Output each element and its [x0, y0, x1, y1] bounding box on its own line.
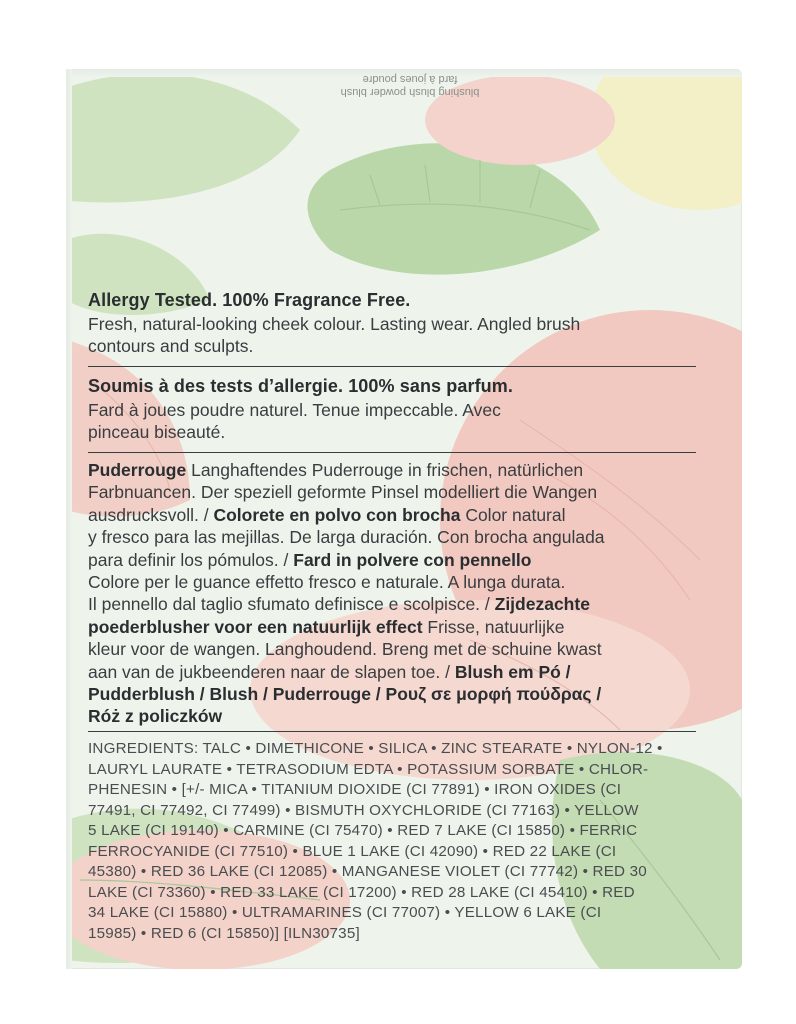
es-product-name: Colorete en polvo con brocha [213, 504, 461, 525]
mirrored-line-1: blushing blush powder blush [340, 86, 480, 98]
ingredients-line-4: 77491, CI 77492, CI 77499) • BISMUTH OXYCHLORIDE (CI 77163) • YELLOW [88, 801, 639, 819]
ingredients-line-3: PHENESIN • [+/- MICA • TITANIUM DIOXIDE (CI 77891) • IRON OXIDES (CI [88, 781, 622, 798]
multilingual-description [88, 459, 708, 728]
pt-product-name: Blush em Pó / [454, 661, 571, 682]
multi-line-5-a: para definir los pómulos. / [88, 549, 294, 570]
it-product-name: Fard in polvere con pennello [293, 549, 532, 570]
multi-line-3-b: Color natural [460, 504, 566, 525]
nl-product-name-1: Zijdezachte [494, 594, 590, 615]
multi-line-10-a: aan van de jukbeenderen naar de slapen toe. / [88, 661, 455, 682]
english-line-2: contours and sculpts. [88, 336, 254, 356]
box-left-edge [66, 69, 72, 969]
multi-line-2: Farbnuancen. Der speziell geformte Pinsel modelliert die Wangen [88, 482, 598, 503]
divider-2 [88, 452, 696, 453]
ingredients-list [88, 739, 708, 944]
pl-product-name: Róż z policzków [88, 706, 223, 727]
yellow-petal [590, 30, 796, 210]
multi-line-8 [88, 616, 708, 638]
divider-1 [88, 366, 696, 367]
ingredients-line-6: FERROCYANIDE (CI 77510) • BLUE 1 LAKE (CI 42090) • RED 22 LAKE (CI [88, 842, 617, 860]
ingredients-line-9: 34 LAKE (CI 15880) • ULTRAMARINES (CI 77007) • YELLOW 6 LAKE (CI [88, 904, 602, 921]
english-line-1: Fresh, natural-looking cheek colour. Lasting wear. Angled brush [88, 314, 581, 334]
multi-line-1-text: Langhaftendes Puderrouge in frischen, natürlichen [186, 460, 584, 480]
ingredients-line-5: 5 LAKE (CI 19140) • CARMINE (CI 75470) • RED 7 LAKE (CI 15850) • FERRIC [88, 822, 638, 839]
multi-line-4: y fresco para las mejillas. De larga duración. Con brocha angulada [88, 527, 605, 548]
multi-line-1 [88, 459, 708, 481]
ingredients-line-7: 45380) • RED 36 LAKE (CI 12085) • MANGANESE VIOLET (CI 77742) • RED 30 [88, 863, 647, 880]
multi-line-12 [88, 705, 708, 727]
nl-product-name-2: poederblusher voor een natuurlijk effect [88, 616, 423, 637]
mirrored-top-flap-text [300, 72, 520, 98]
multi-line-8-b: Frisse, natuurlijke [422, 616, 565, 637]
leaf-top-left [60, 74, 300, 203]
multi-line-3-a: ausdrucksvoll. / [88, 504, 214, 525]
multi-line-5 [88, 549, 708, 571]
english-heading: Allergy Tested. 100% Fragrance Free. [88, 290, 411, 310]
mirrored-line-2: fard à joues poudre [362, 73, 458, 85]
multi-product-names: Pudderblush / Blush / Puderrouge / Ρουζ σε μορφή πούδρας / [88, 684, 602, 705]
french-line-2: pinceau biseauté. [88, 422, 226, 442]
multi-line-7 [88, 593, 708, 615]
multi-line-9: kleur voor de wangen. Langhoudend. Breng met de schuine kwast [88, 639, 602, 660]
french-heading: Soumis à des tests d’allergie. 100% sans parfum. [88, 376, 513, 396]
ingredients-line-10: 15985) • RED 6 (CI 15850)] [ILN30735] [88, 924, 360, 942]
multi-line-11 [88, 683, 708, 705]
multi-line-3 [88, 504, 708, 526]
multi-line-10 [88, 661, 708, 683]
french-line-1: Fard à joues poudre naturel. Tenue impeccable. Avec [88, 400, 501, 420]
divider-3 [88, 731, 696, 732]
ingredients-line-1: INGREDIENTS: TALC • DIMETHICONE • SILICA • ZINC STEARATE • NYLON-12 • [88, 740, 663, 757]
ingredients-line-8: LAKE (CI 73360) • RED 33 LAKE (CI 17200) • RED 28 LAKE (CI 45410) • RED [88, 883, 635, 901]
multi-line-6: Colore per le guance effetto fresco e naturale. A lunga durata. [88, 572, 566, 593]
ingredients-line-2: LAURYL LAURATE • TETRASODIUM EDTA • POTASSIUM SORBATE • CHLOR- [88, 760, 649, 778]
multi-line-7-a: Il pennello dal taglio sfumato definisce e scolpisce. / [88, 594, 495, 615]
de-product-name: Puderrouge [88, 460, 187, 480]
